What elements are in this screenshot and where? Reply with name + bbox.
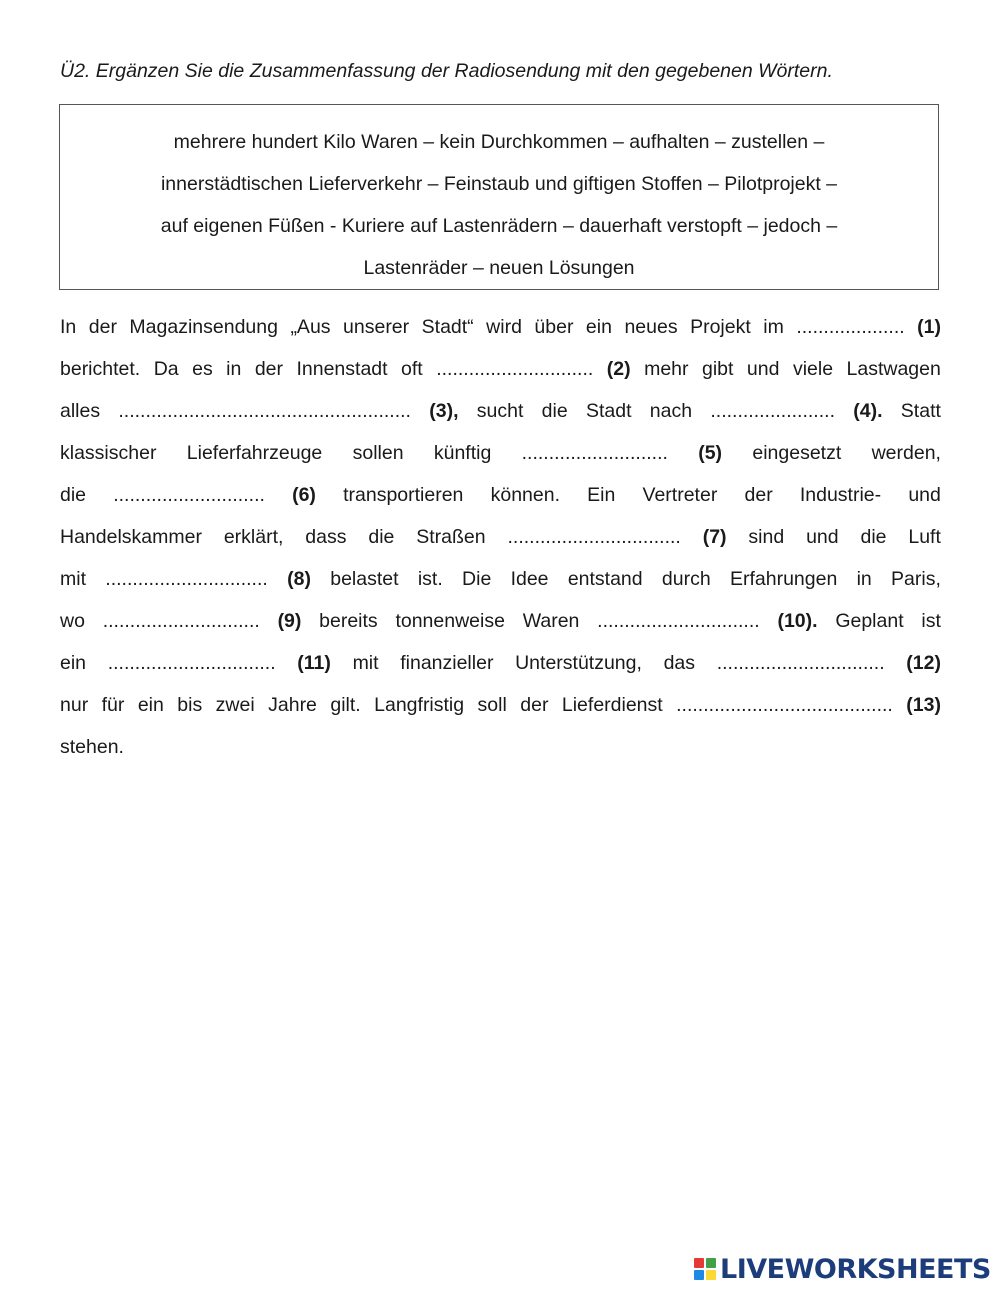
word: und <box>908 484 941 506</box>
word: In <box>60 316 77 338</box>
answer-gap[interactable]: ............................. <box>102 610 260 632</box>
word-bank-line: Lastenräder – neuen Lösungen <box>363 257 635 279</box>
word: ein <box>585 316 612 338</box>
word: zwei <box>215 694 255 716</box>
text-line <box>60 558 941 600</box>
word: und <box>806 526 839 548</box>
word: Erfahrungen <box>729 568 838 590</box>
word: der <box>744 484 773 506</box>
gap-number: (1) <box>917 316 941 338</box>
word: nur <box>60 694 89 716</box>
word: soll <box>477 694 507 716</box>
word: stehen. <box>60 736 124 758</box>
gap-number: (5) <box>698 442 723 464</box>
word: Straßen <box>416 526 486 548</box>
word: mit <box>352 652 379 674</box>
logo-square-red <box>694 1258 704 1268</box>
logo-text: LIVEWORKSHEETS <box>720 1253 991 1285</box>
word: gibt <box>702 358 734 380</box>
word: über <box>534 316 574 338</box>
word: wo <box>60 610 85 632</box>
word: die <box>541 400 568 422</box>
word: dass <box>305 526 347 548</box>
word: sind <box>748 526 785 548</box>
word: die <box>860 526 887 548</box>
word: Unterstützung, <box>515 652 642 674</box>
word: „Aus <box>290 316 331 338</box>
word-bank-line: mehrere hundert Kilo Waren – kein Durchkommen – aufhalten – zustellen – <box>173 131 825 153</box>
text-line <box>60 390 941 432</box>
text-line <box>60 684 941 726</box>
word-bank-line: auf eigenen Füßen - Kuriere auf Lastenrädern – dauerhaft verstopft – jedoch – <box>160 215 838 237</box>
word: Da <box>153 358 179 380</box>
word: nach <box>649 400 693 422</box>
word: und <box>746 358 780 380</box>
word-bank-line: innerstädtischen Lieferverkehr – Feinstaub und giftigen Stoffen – Pilotprojekt – <box>160 173 838 195</box>
answer-gap[interactable]: ....................... <box>710 400 835 422</box>
word: der <box>254 358 284 380</box>
answer-gap[interactable]: ........................... <box>521 442 668 464</box>
word: Lieferfahrzeuge <box>186 442 323 464</box>
word: in <box>856 568 872 590</box>
word: berichtet. <box>60 358 141 380</box>
gap-number: (10). <box>777 610 818 632</box>
gap-number: (12) <box>906 652 941 674</box>
word: Paris, <box>891 568 941 590</box>
answer-gap[interactable]: ...................................................... <box>118 400 411 422</box>
gap-number: (8) <box>287 568 311 590</box>
gap-number: (6) <box>292 484 316 506</box>
word: sucht <box>476 400 524 422</box>
word: Lieferdienst <box>561 694 663 716</box>
gap-fill-text <box>60 306 941 768</box>
word: Industrie- <box>799 484 882 506</box>
word-bank-box <box>59 104 939 290</box>
word: Innenstadt <box>296 358 388 380</box>
word: Idee <box>510 568 549 590</box>
word: Luft <box>908 526 941 548</box>
liveworksheets-logo <box>694 1252 991 1286</box>
word: die <box>60 484 87 506</box>
word: eingesetzt <box>752 442 842 464</box>
answer-gap[interactable]: ........................................ <box>676 694 893 716</box>
word: mit <box>60 568 86 590</box>
text-line <box>60 348 941 390</box>
text-line <box>60 642 941 684</box>
word: neues <box>624 316 678 338</box>
answer-gap[interactable]: ............................... <box>107 652 276 674</box>
answer-gap[interactable]: .............................. <box>597 610 760 632</box>
gap-number: (11) <box>297 652 331 674</box>
logo-square-green <box>706 1258 716 1268</box>
word: werden, <box>871 442 941 464</box>
liveworksheets-logo-icon <box>694 1258 716 1280</box>
word: Stadt“ <box>421 316 474 338</box>
word: klassischer <box>60 442 157 464</box>
word: Magazinsendung <box>129 316 278 338</box>
gap-number: (4). <box>853 400 883 422</box>
word: Waren <box>522 610 580 632</box>
word: ist <box>921 610 941 632</box>
word: erklärt, <box>223 526 284 548</box>
word: Statt <box>900 400 941 422</box>
gap-number: (7) <box>702 526 727 548</box>
word: in <box>226 358 242 380</box>
word: viele <box>792 358 834 380</box>
word: Jahre <box>268 694 317 716</box>
text-line <box>60 726 941 768</box>
word: wird <box>486 316 522 338</box>
word: Vertreter <box>642 484 718 506</box>
word: ein <box>137 694 164 716</box>
word: entstand <box>567 568 643 590</box>
word: tonnenweise <box>395 610 505 632</box>
word: Geplant <box>835 610 904 632</box>
word: Die <box>462 568 492 590</box>
word: mehr <box>644 358 689 380</box>
word: gilt. <box>330 694 361 716</box>
answer-gap[interactable]: ............................... <box>716 652 885 674</box>
gap-number: (3), <box>429 400 459 422</box>
word: bis <box>177 694 203 716</box>
word: bereits <box>319 610 378 632</box>
answer-gap[interactable]: ............................ <box>113 484 265 506</box>
word: ein <box>60 652 87 674</box>
answer-gap[interactable]: .................... <box>796 316 905 338</box>
word: oft <box>401 358 423 380</box>
word: finanzieller <box>400 652 494 674</box>
word: Projekt <box>690 316 751 338</box>
gap-number: (2) <box>606 358 631 380</box>
answer-gap[interactable]: ................................ <box>507 526 681 548</box>
gap-number: (9) <box>277 610 302 632</box>
logo-square-yellow <box>706 1270 716 1280</box>
text-line <box>60 600 941 642</box>
word: die <box>368 526 395 548</box>
word: können. <box>490 484 560 506</box>
word: der <box>520 694 549 716</box>
gap-number: (13) <box>906 694 941 716</box>
word: Lastwagen <box>846 358 941 380</box>
word: durch <box>661 568 711 590</box>
text-line <box>60 474 941 516</box>
word: künftig <box>433 442 492 464</box>
word: Ein <box>587 484 616 506</box>
word: es <box>192 358 213 380</box>
word: Langfristig <box>374 694 465 716</box>
answer-gap[interactable]: ............................. <box>436 358 594 380</box>
word: sollen <box>352 442 404 464</box>
word: im <box>763 316 784 338</box>
answer-gap[interactable]: .............................. <box>105 568 268 590</box>
exercise-title: Ü2. Ergänzen Sie die Zusammenfassung der Radiosendung mit den gegebenen Wörtern. <box>60 60 833 82</box>
word: der <box>88 316 117 338</box>
logo-square-blue <box>694 1270 704 1280</box>
word: unserer <box>343 316 410 338</box>
word: transportieren <box>343 484 464 506</box>
word: alles <box>60 400 101 422</box>
word: ist. <box>417 568 443 590</box>
text-line <box>60 306 941 348</box>
text-line <box>60 516 941 558</box>
text-line <box>60 432 941 474</box>
word: Stadt <box>585 400 632 422</box>
word: belastet <box>330 568 399 590</box>
word: für <box>101 694 125 716</box>
word: Handelskammer <box>60 526 202 548</box>
word: das <box>663 652 696 674</box>
